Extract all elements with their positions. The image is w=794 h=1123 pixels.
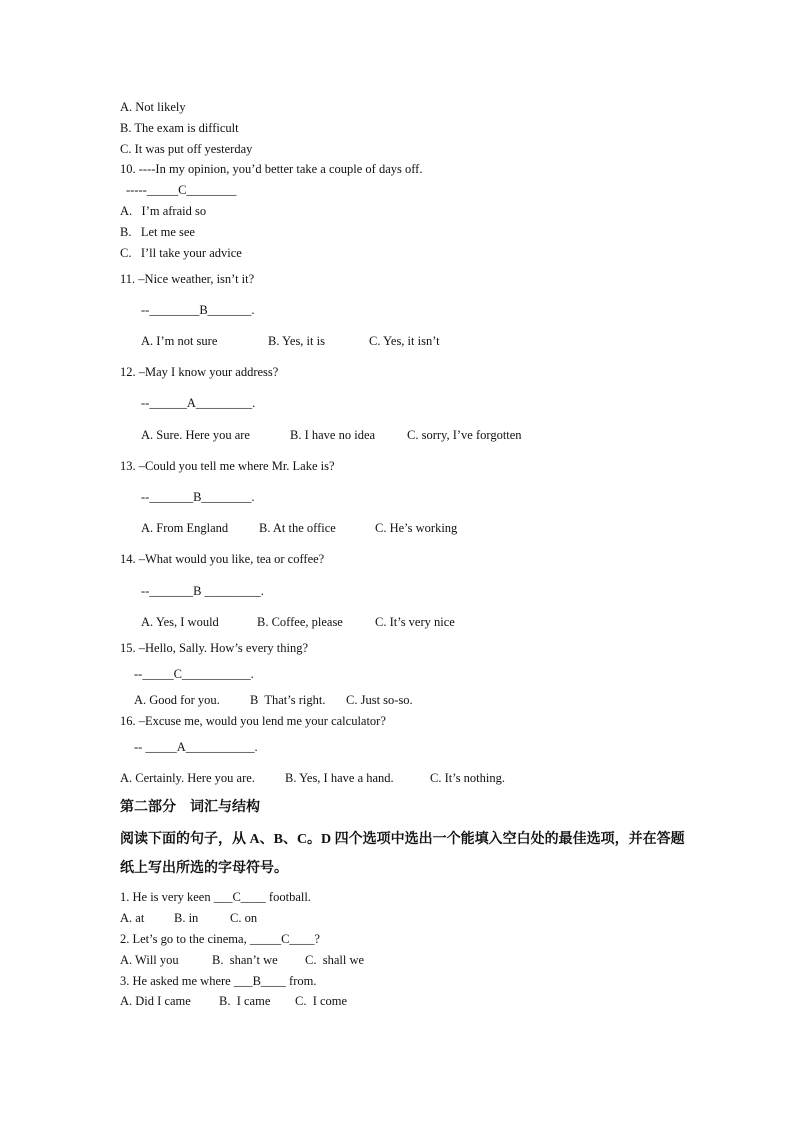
q16-option-a: A. Certainly. Here you are.: [120, 771, 255, 785]
q14-answer-line: --_______B _________.: [141, 584, 264, 598]
p2q1-option-b: B. in: [174, 911, 199, 925]
p2q2-option-a: A. Will you: [120, 953, 179, 967]
q10-option-c: C. I’ll take your advice: [120, 246, 242, 260]
part2-instruction-line1: 阅读下面的句子，从 A、B、C。D 四个选项中选出一个能填入空白处的最佳选项，并在答题: [120, 832, 685, 847]
q14-option-a: A. Yes, I would: [141, 615, 219, 629]
q9-option-c: C. It was put off yesterday: [120, 142, 253, 156]
q16-answer-line: -- _____A___________.: [134, 740, 258, 754]
q15-question: 15. –Hello, Sally. How’s every thing?: [120, 641, 309, 655]
q15-option-c: C. Just so-so.: [346, 693, 413, 707]
q12-question: 12. –May I know your address?: [120, 365, 279, 379]
q12-option-c: C. sorry, I’ve forgotten: [407, 428, 522, 442]
q10-question: 10. ----In my opinion, you’d better take a couple of days off.: [120, 162, 423, 176]
q13-option-b: B. At the office: [259, 521, 336, 535]
q15-answer-line: --_____C___________.: [134, 667, 254, 681]
p2q2-question: 2. Let’s go to the cinema, _____C____?: [120, 932, 320, 946]
p2q2-option-b: B. shan’t we: [212, 953, 278, 967]
q13-answer-line: --_______B________.: [141, 490, 255, 504]
p2q3-option-a: A. Did I came: [120, 994, 191, 1008]
part2-instruction-line2: 纸上写出所选的字母符号。: [120, 861, 288, 876]
p2q1-option-c: C. on: [230, 911, 258, 925]
q11-option-c: C. Yes, it isn’t: [369, 334, 440, 348]
q9-option-b: B. The exam is difficult: [120, 121, 239, 135]
p2q3-option-b: B. I came: [219, 994, 271, 1008]
p2q2-option-c: C. shall we: [305, 953, 365, 967]
q11-answer-line: --________B_______.: [141, 303, 255, 317]
q15-option-a: A. Good for you.: [134, 693, 220, 707]
p2q1-question: 1. He is very keen ___C____ football.: [120, 890, 311, 904]
q15-option-b: B That’s right.: [250, 693, 326, 707]
p2q1-option-a: A. at: [120, 911, 145, 925]
q12-answer-line: --______A_________.: [141, 396, 256, 410]
q11-question: 11. –Nice weather, isn’t it?: [120, 272, 255, 286]
part2-heading: 第二部分 词汇与结构: [120, 800, 260, 815]
q10-answer-line: -----_____C________: [126, 183, 237, 197]
q11-option-b: B. Yes, it is: [268, 334, 325, 348]
q13-option-a: A. From England: [141, 521, 229, 535]
q10-option-a: A. I’m afraid so: [120, 204, 207, 218]
q14-option-c: C. It’s very nice: [375, 615, 455, 629]
q16-question: 16. –Excuse me, would you lend me your calculator?: [120, 714, 386, 728]
q13-option-c: C. He’s working: [375, 521, 458, 535]
p2q3-question: 3. He asked me where ___B____ from.: [120, 974, 317, 988]
q14-option-b: B. Coffee, please: [257, 615, 343, 629]
q14-question: 14. –What would you like, tea or coffee?: [120, 552, 325, 566]
q12-option-b: B. I have no idea: [290, 428, 376, 442]
p2q3-option-c: C. I come: [295, 994, 348, 1008]
q11-option-a: A. I’m not sure: [141, 334, 218, 348]
q13-question: 13. –Could you tell me where Mr. Lake is?: [120, 459, 335, 473]
q9-option-a: A. Not likely: [120, 100, 186, 114]
q16-option-b: B. Yes, I have a hand.: [285, 771, 394, 785]
q10-option-b: B. Let me see: [120, 225, 195, 239]
q12-option-a: A. Sure. Here you are: [141, 428, 250, 442]
q16-option-c: C. It’s nothing.: [430, 771, 506, 785]
